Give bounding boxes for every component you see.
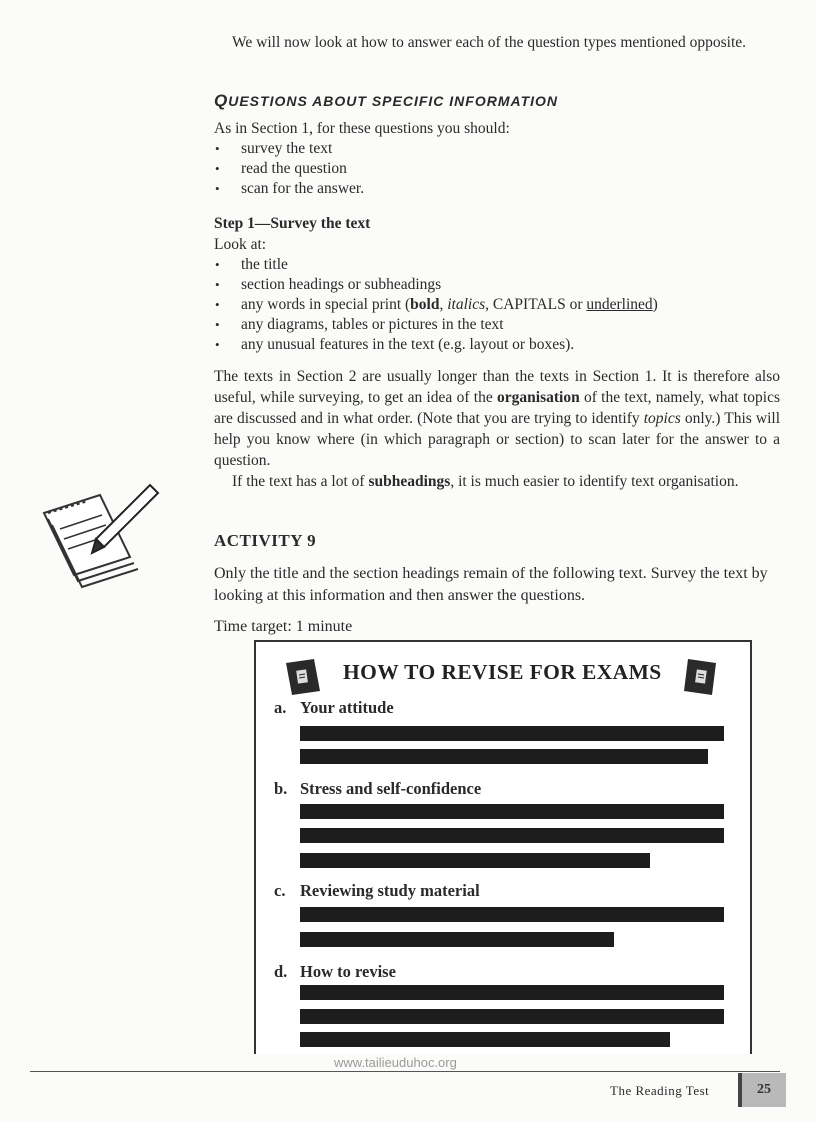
redacted-line	[300, 828, 724, 843]
list-item: • section headings or subheadings	[214, 275, 780, 295]
watermark: www.tailieuduhoc.org	[334, 1055, 457, 1070]
section-heading: QUESTIONS ABOUT SPECIFIC INFORMATION	[214, 91, 559, 110]
list-item: • the title	[214, 255, 780, 275]
step1-block	[214, 213, 780, 355]
paragraph-2: If the text has a lot of subheadings, it is much easier to identify text organisation.	[232, 473, 739, 490]
redacted-line	[300, 907, 724, 922]
activity-instructions: Only the title and the section headings remain of the following text. Survey the text by looking at this information and then answer the questions.	[214, 565, 768, 604]
time-target: Time target: 1 minute	[214, 618, 353, 635]
running-title: The Reading Test	[610, 1083, 710, 1098]
footer-rule	[30, 1071, 780, 1072]
redacted-line	[300, 749, 708, 764]
redacted-line	[300, 853, 650, 868]
lead-in-text: As in Section 1, for these questions you should:	[214, 120, 510, 137]
paragraph-1: The texts in Section 2 are usually longer than the texts in Section 1. It is therefore also useful, while surveying, to get an idea of the organisation of the text, namely, what topics are discussed and in what order. (Note that you are trying to identify topics only.) This will help you know where (in which paragraph or section) to scan later for the answer to a question.	[214, 368, 780, 469]
intro-list-block	[214, 118, 780, 199]
strategy-list	[214, 139, 780, 199]
section-heading-b: b. Stress and self-confidence	[274, 779, 482, 798]
redacted-line	[300, 1009, 724, 1024]
redacted-line	[300, 985, 724, 1000]
redacted-line	[300, 804, 724, 819]
book-icon	[682, 657, 720, 697]
list-item: • read the question	[214, 159, 780, 179]
list-item: • any unusual features in the text (e.g. layout or boxes).	[214, 335, 780, 355]
redacted-line	[300, 932, 614, 947]
redacted-line	[300, 726, 724, 741]
page-number: 25	[738, 1073, 786, 1107]
step1-heading: Step 1—Survey the text	[214, 215, 371, 232]
intro-paragraph: We will now look at how to answer each of the question types mentioned opposite.	[232, 34, 747, 51]
activity-heading: ACTIVITY 9	[214, 531, 317, 550]
list-item: • survey the text	[214, 139, 780, 159]
list-item: • any diagrams, tables or pictures in the text	[214, 315, 780, 335]
box-title: HOW TO REVISE FOR EXAMS	[343, 660, 662, 684]
exam-text-box	[254, 640, 752, 1054]
list-item: • any words in special print (bold, italics, CAPITALS or underlined)	[214, 295, 780, 315]
section-heading-a: a. Your attitude	[274, 698, 394, 717]
book-icon	[284, 657, 322, 697]
survey-list	[214, 255, 780, 355]
list-item: • scan for the answer.	[214, 179, 780, 199]
section-heading-d: d. How to revise	[274, 962, 396, 981]
notepad-pencil-icon	[38, 483, 163, 603]
section-heading-c: c. Reviewing study material	[274, 881, 480, 900]
redacted-line	[300, 1032, 670, 1047]
body-paragraphs	[214, 366, 780, 492]
look-at-text: Look at:	[214, 236, 267, 253]
